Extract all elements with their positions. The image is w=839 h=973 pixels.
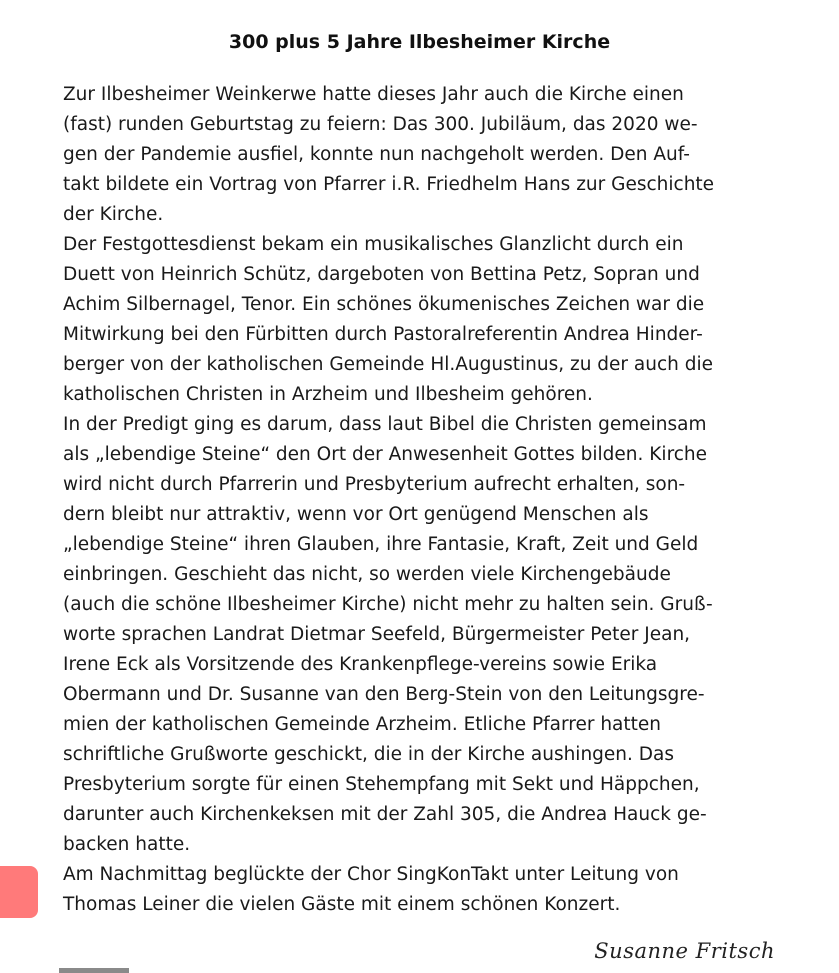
body-line: takt bildete ein Vortrag von Pfarrer i.R. Friedhelm Hans zur Geschichte xyxy=(63,174,715,195)
body-line: Presbyterium sorgte für einen Stehempfang mit Sekt und Häppchen, xyxy=(63,774,700,795)
body-line: Zur Ilbesheimer Weinkerwe hatte dieses Jahr auch die Kirche einen xyxy=(63,84,684,105)
body-line: katholischen Christen in Arzheim und Ilbesheim gehören. xyxy=(63,384,593,405)
body-line: backen hatte. xyxy=(63,834,191,855)
body-line: gen der Pandemie ausfiel, konnte nun nachgeholt werden. Den Auf- xyxy=(63,144,690,165)
body-line: (auch die schöne Ilbesheimer Kirche) nicht mehr zu halten sein. Gruß- xyxy=(63,594,713,615)
body-line: Irene Eck als Vorsitzende des Krankenpflege-vereins sowie Erika xyxy=(63,654,658,675)
body-line: In der Predigt ging es darum, dass laut Bibel die Christen gemeinsam xyxy=(63,414,707,435)
article-title: 300 plus 5 Jahre Ilbesheimer Kirche xyxy=(228,31,611,53)
body-line: Der Festgottesdienst bekam ein musikalisches Glanzlicht durch ein xyxy=(63,234,684,255)
body-line: der Kirche. xyxy=(63,204,164,225)
body-line: schriftliche Grußworte geschickt, die in der Kirche aushingen. Das xyxy=(63,744,675,765)
body-line: Mitwirkung bei den Fürbitten durch Pastoralreferentin Andrea Hinder- xyxy=(63,324,703,345)
author-signature: Susanne Fritsch xyxy=(594,939,775,963)
body-line: Thomas Leiner die vielen Gäste mit einem schönen Konzert. xyxy=(63,894,621,915)
body-line: Obermann und Dr. Susanne van den Berg-Stein von den Leitungsgre- xyxy=(63,684,705,705)
body-line: als „lebendige Steine“ den Ort der Anwesenheit Gottes bilden. Kirche xyxy=(63,444,708,465)
body-line: dern bleibt nur attraktiv, wenn vor Ort genügend Menschen als xyxy=(63,504,649,525)
article-body xyxy=(63,80,783,920)
body-line: einbringen. Geschieht das nicht, so werden viele Kirchengebäude xyxy=(63,564,671,585)
bottom-scroll-indicator xyxy=(59,968,129,973)
body-line: wird nicht durch Pfarrerin und Presbyterium aufrecht erhalten, son- xyxy=(63,474,686,495)
side-tab-button[interactable] xyxy=(0,866,38,918)
body-line: darunter auch Kirchenkeksen mit der Zahl 305, die Andrea Hauck ge- xyxy=(63,804,707,825)
body-line: Duett von Heinrich Schütz, dargeboten von Bettina Petz, Sopran und xyxy=(63,264,700,285)
body-line: Am Nachmittag beglückte der Chor SingKonTakt unter Leitung von xyxy=(63,864,679,885)
body-line: „lebendige Steine“ ihren Glauben, ihre Fantasie, Kraft, Zeit und Geld xyxy=(63,534,699,555)
body-line: berger von der katholischen Gemeinde Hl.Augustinus, zu der auch die xyxy=(63,354,714,375)
body-line: (fast) runden Geburtstag zu feiern: Das 300. Jubiläum, das 2020 we- xyxy=(63,114,698,135)
body-line: mien der katholischen Gemeinde Arzheim. Etliche Pfarrer hatten xyxy=(63,714,661,735)
body-line: worte sprachen Landrat Dietmar Seefeld, Bürgermeister Peter Jean, xyxy=(63,624,691,645)
body-line: Achim Silbernagel, Tenor. Ein schönes ökumenisches Zeichen war die xyxy=(63,294,705,315)
